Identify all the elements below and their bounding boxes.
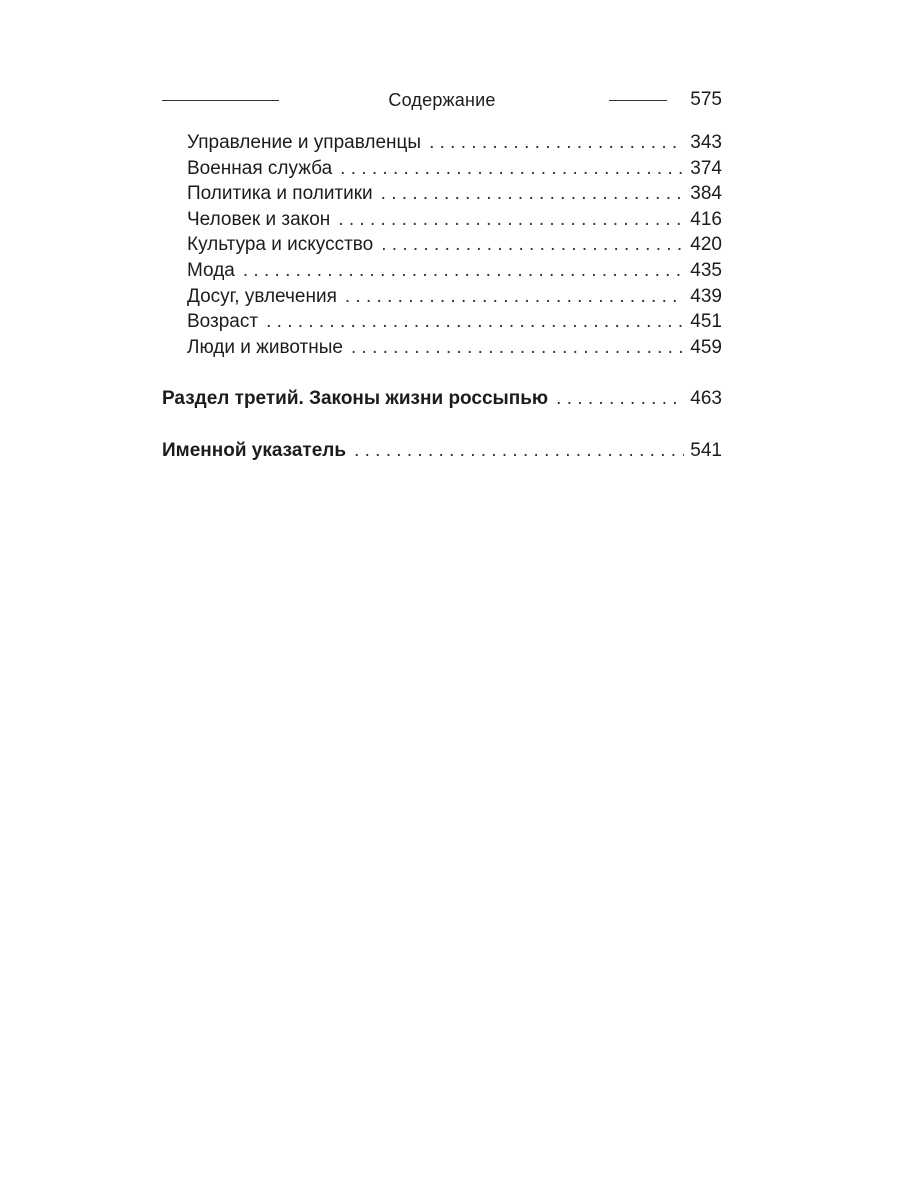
dot-leader bbox=[556, 386, 684, 412]
toc-section-page: 463 bbox=[690, 388, 722, 410]
toc-entry-man-and-law bbox=[162, 207, 722, 233]
dot-leader bbox=[429, 130, 684, 156]
dot-leader bbox=[345, 284, 684, 310]
page-header bbox=[162, 86, 722, 116]
toc-entry-label: Управление и управленцы bbox=[187, 132, 422, 153]
toc-entry-fashion bbox=[162, 258, 722, 284]
toc-entry-page: 420 bbox=[690, 234, 722, 256]
dot-leader bbox=[243, 258, 684, 284]
toc-entry-age bbox=[162, 309, 722, 335]
toc-entry-label: Досуг, увлечения bbox=[187, 285, 337, 307]
toc-entry-label: Мода bbox=[187, 259, 235, 281]
toc-entry-page: 451 bbox=[690, 311, 722, 333]
toc-section-page: 541 bbox=[690, 439, 722, 461]
toc-entry-label: Человек и закон bbox=[187, 208, 331, 230]
toc-entry-people-and-animals bbox=[162, 335, 722, 361]
page-number: 575 bbox=[690, 89, 722, 110]
toc-entry-politics bbox=[162, 181, 722, 207]
dot-leader bbox=[266, 309, 684, 335]
toc-entry-page: 384 bbox=[690, 183, 722, 205]
toc-entry-culture-and-art bbox=[162, 232, 722, 258]
toc-entry-management bbox=[162, 130, 722, 156]
toc-entry-page: 459 bbox=[690, 336, 722, 358]
spacer bbox=[162, 412, 722, 438]
toc-entry-military-service bbox=[162, 156, 722, 182]
toc-entry-page: 416 bbox=[690, 208, 722, 230]
toc-entry-page: 374 bbox=[690, 157, 722, 179]
toc-entry-section-three bbox=[162, 386, 722, 412]
toc-entry-label: Люди и животные bbox=[187, 336, 343, 358]
dot-leader bbox=[340, 156, 684, 182]
dot-leader bbox=[354, 438, 684, 464]
dot-leader bbox=[351, 335, 684, 361]
dot-leader bbox=[381, 181, 685, 207]
spacer bbox=[162, 360, 722, 386]
toc-entry-page: 343 bbox=[690, 132, 722, 153]
toc-entry-label: Возраст bbox=[187, 311, 259, 333]
dot-leader bbox=[338, 207, 684, 233]
toc-entry-page: 439 bbox=[690, 285, 722, 307]
toc-entry-label: Политика и политики bbox=[187, 183, 373, 205]
toc-entry-label: Военная служба bbox=[187, 157, 333, 179]
toc-entry-page: 435 bbox=[690, 259, 722, 281]
toc-entry-name-index bbox=[162, 438, 722, 464]
toc-entry-leisure bbox=[162, 284, 722, 310]
table-of-contents bbox=[162, 130, 722, 464]
toc-entry-label: Культура и искусство bbox=[187, 234, 374, 256]
toc-section-label: Раздел третий. Законы жизни россыпью bbox=[162, 388, 549, 410]
header-rule-right bbox=[609, 100, 667, 101]
running-title: Содержание bbox=[388, 90, 496, 110]
dot-leader bbox=[381, 232, 684, 258]
toc-section-label: Именной указатель bbox=[162, 439, 347, 461]
